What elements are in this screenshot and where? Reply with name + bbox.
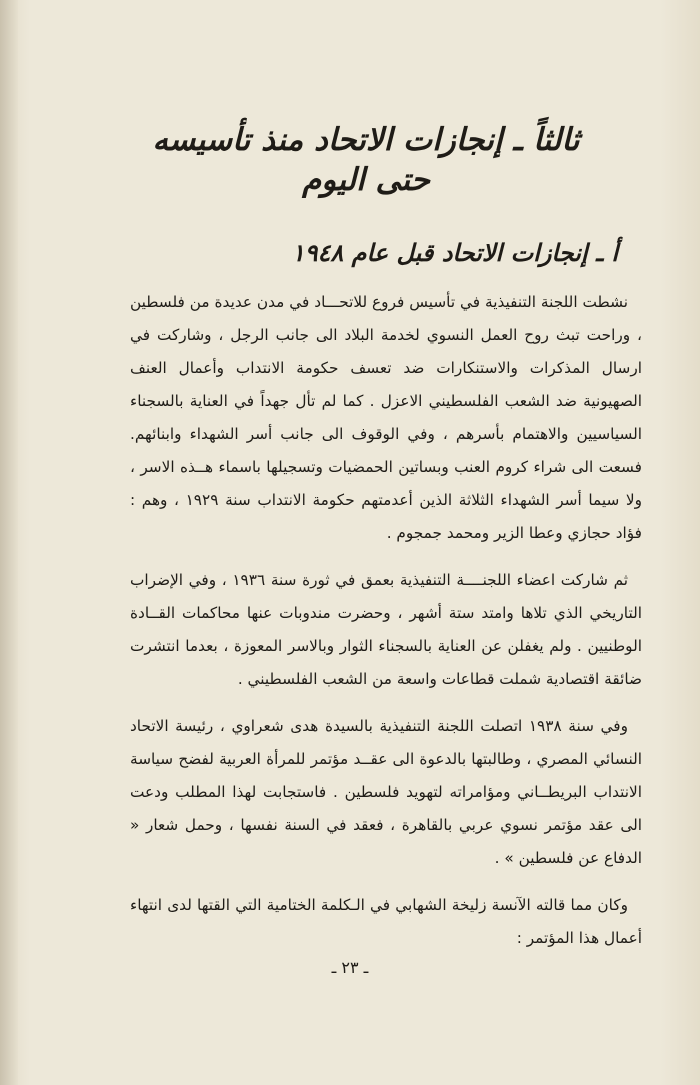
book-gutter — [0, 0, 18, 1085]
section-title: ثالثاً ـ إنجازات الاتحاد منذ تأسيسه حتى اليوم — [152, 122, 580, 199]
paragraph-4: وكان مما قالته الآنسة زليخة الشهابي في الـكلمة الختامية التي القتها لدى انتهاء أعمال هذا المؤتمر : — [130, 895, 642, 947]
page-number: ـ ٢٣ ـ — [331, 958, 369, 977]
paragraph-1: نشطت اللجنة التنفيذية في تأسيس فروع للاتحـــاد في مدن عديدة من فلسطين ، وراحت تبث روح العمل النسوي لخدمة البلاد الى جانب الرجل ، وشاركت في ارسال المذكرات والاستنكارات ضد تعسف حكومة الانتداب وأعمال العنف الصهيونية ضد الشعب الفلسطيني الاعزل . كما لم تأل جهداً في العناية بالسجناء السياسيين والاهتمام بأسرهم ، وفي الوقوف الى جانب أسر الشهداء وابنائهم. فسعت الى شراء كروم العنب وبساتين الحمضيات وتسجيلها باسماء هــذه الاسر ، ولا سيما أسر الشهداء الثلاثة الذين أعدمتهم حكومة الانتداب سنة ١٩٢٩ ، وهم : فؤاد حجازي وعطا الزير ومحمد جمجوم . — [130, 292, 643, 542]
page-content — [130, 120, 642, 969]
paragraph-3: وفي سنة ١٩٣٨ اتصلت اللجنة التنفيذية بالسيدة هدى شعراوي ، رئيسة الاتحاد النسائي المصري ، وطالبتها بالدعوة الى عقــد مؤتمر للمرأة العربية لفضح سياسة الانتداب البريطــاني ومؤامراته لتهويد فلسطين . فاستجابت لهذا المطلب ودعت الى عقد مؤتمر نسوي عربي بالقاهرة ، فعقد في السنة نفسها ، وحمل شعار « الدفاع عن فلسطين » . — [130, 716, 642, 867]
sub-title: أ ـ إنجازات الاتحاد قبل عام ١٩٤٨ — [291, 237, 618, 267]
paragraph-2: ثم شاركت اعضاء اللجنــــة التنفيذية بعمق في ثورة سنة ١٩٣٦ ، وفي الإضراب التاريخي الذي تلاها وامتد ستة أشهر ، وحضرت مندوبات عنها محاكمات القــادة الوطنيين . ولم يغفلن عن العناية بالسجناء الثوار وبالاسر المعوزة ، بعدما انتشرت ضائقة اقتصادية شملت قطاعات واسعة من الشعب الفلسطيني . — [130, 570, 642, 688]
